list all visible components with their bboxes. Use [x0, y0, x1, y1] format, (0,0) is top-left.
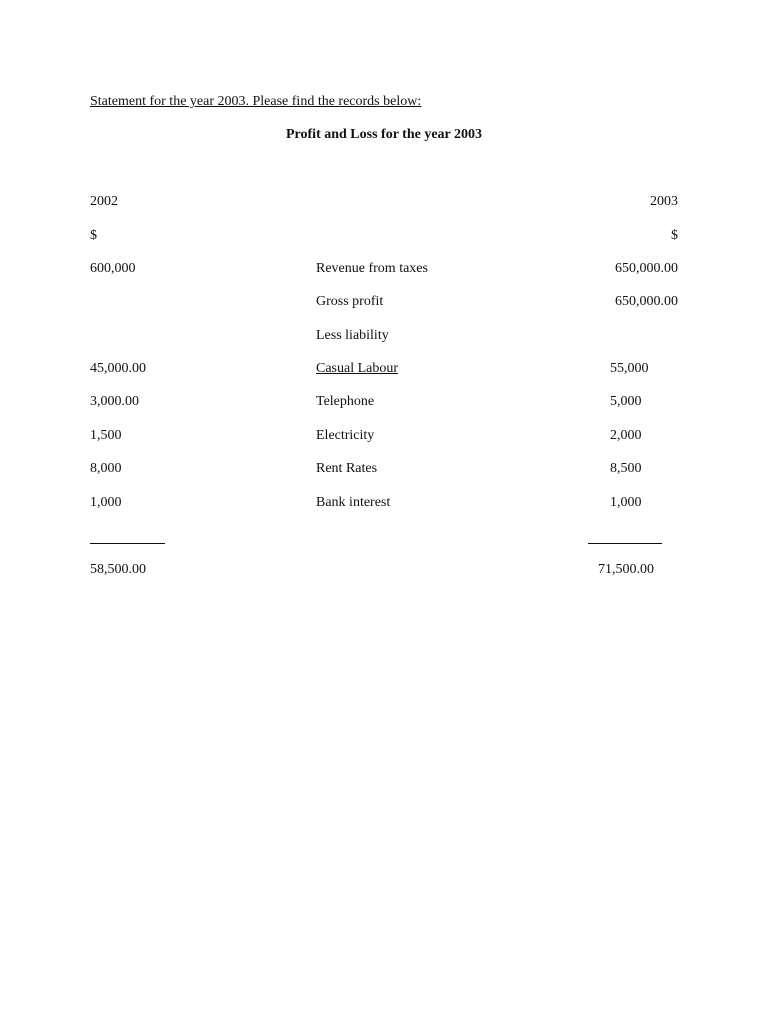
intro-line: Statement for the year 2003. Please find the records below: [90, 94, 422, 109]
value-2003: 650,000.00 [615, 261, 678, 276]
value-2003: 650,000.00 [615, 294, 678, 309]
value-2003: 2,000 [610, 428, 642, 443]
value-2002: 1,500 [90, 428, 122, 443]
value-2002: 3,000.00 [90, 394, 139, 409]
statement-heading: Profit and Loss for the year 2003 [286, 127, 482, 142]
line-item-label: Casual Labour [316, 361, 399, 376]
value-2003: 55,000 [610, 361, 649, 376]
table-row [0, 461, 768, 481]
table-row [0, 394, 768, 414]
total-2002: 58,500.00 [90, 562, 146, 577]
year-header-row [0, 194, 768, 214]
total-2003: 71,500.00 [598, 562, 654, 577]
line-item-label: Bank interest [316, 495, 391, 510]
line-item-label: Rent Rates [316, 461, 378, 476]
value-2003: 1,000 [610, 495, 642, 510]
value-2003: 8,500 [610, 461, 642, 476]
currency-2003: $ [671, 228, 678, 243]
year-2002-header: 2002 [90, 194, 118, 209]
currency-2002: $ [90, 228, 97, 243]
table-row [0, 261, 768, 281]
total-rule-2002 [90, 543, 165, 544]
line-item-label: Telephone [316, 394, 375, 409]
currency-row [0, 228, 768, 248]
value-2002: 1,000 [90, 495, 122, 510]
value-2002: 600,000 [90, 261, 136, 276]
line-item-label: Electricity [316, 428, 375, 443]
value-2002: 8,000 [90, 461, 122, 476]
table-row [0, 495, 768, 515]
line-item-label: Revenue from taxes [316, 261, 428, 276]
year-2003-header: 2003 [650, 194, 678, 209]
table-row [0, 361, 768, 381]
line-item-label: Gross profit [316, 294, 384, 309]
value-2002: 45,000.00 [90, 361, 146, 376]
table-row [0, 428, 768, 448]
total-rule-2003 [588, 543, 662, 544]
table-row [0, 294, 768, 314]
table-row [0, 328, 768, 348]
value-2003: 5,000 [610, 394, 642, 409]
line-item-label: Less liability [316, 328, 389, 343]
